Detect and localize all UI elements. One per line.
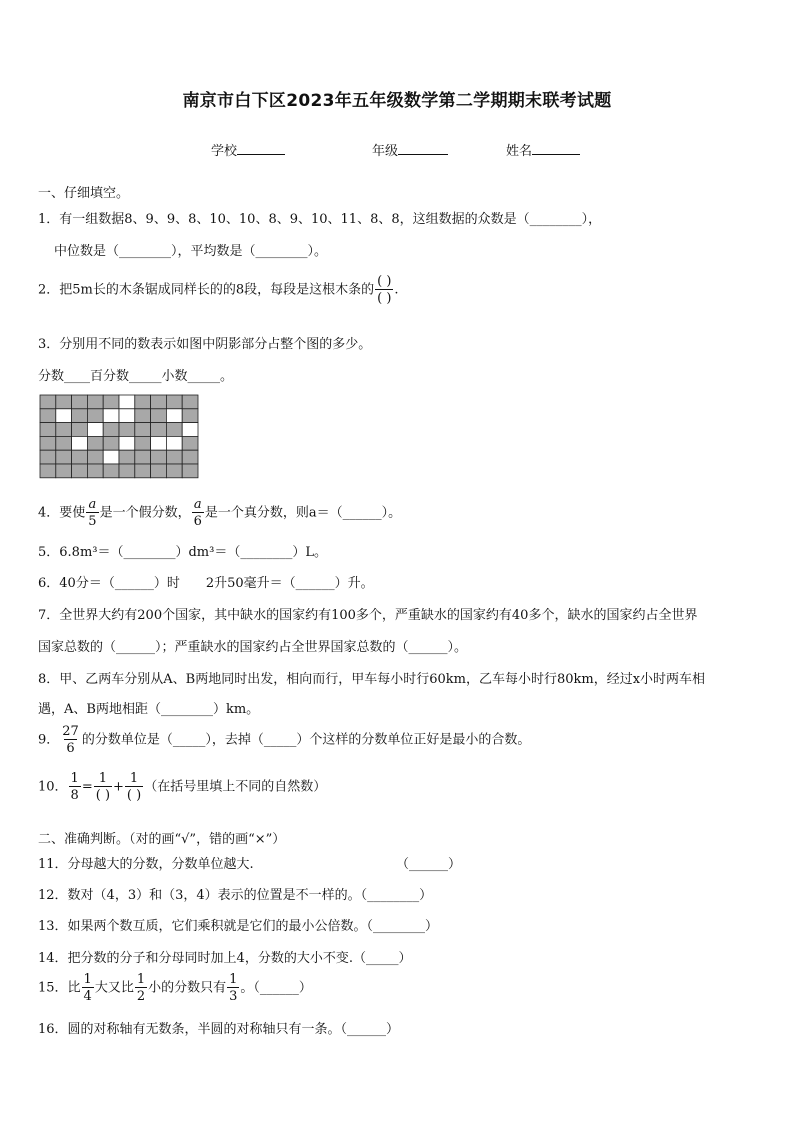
grid-cell [151,423,167,437]
grid-cell [56,423,72,437]
grid-cell [103,464,119,478]
grid-cell [56,409,72,423]
question-4-fraction-1 [86,498,98,528]
fraction-numerator: a [88,497,97,512]
grid-cell [87,409,103,423]
fraction-numerator: 1 [70,771,79,786]
question-10-prefix: 10． [38,779,68,795]
grid-cell [166,464,182,478]
question-6: 6．40分＝（______）时 2升50毫升＝（______）升。 [38,576,374,591]
fraction-numerator: 1 [136,972,146,987]
grid-cell [119,395,135,409]
grid-cell [135,436,151,450]
fraction-numerator: 1 [129,771,139,786]
grid-cell [166,423,182,437]
question-11-text: 11．分母越大的分数，分数单位越大. [38,857,254,872]
question-3-line-2: 分数____百分数_____小数_____。 [38,369,234,384]
school-field [211,140,285,159]
grid-cell [119,436,135,450]
grade-label: 年级 [372,144,399,159]
question-9-prefix: 9． [38,732,60,748]
question-15-prefix: 15．比 [38,980,81,996]
plus-sign: + [113,779,124,795]
fraction-denominator: 6 [66,741,75,756]
question-7-line-2: 国家总数的（______）；严重缺水的国家约占全世界国家总数的（______）。 [38,640,468,655]
grid-cell [103,395,119,409]
grid-cell [166,450,182,464]
question-13: 13．如果两个数互质，它们乘积就是它们的最小公倍数。（________） [38,919,439,934]
question-16: 16．圆的对称轴有无数条，半圆的对称轴只有一条。（______） [38,1022,400,1037]
grid-cell [151,464,167,478]
question-10-term-1 [94,772,112,802]
question-10-note: （在括号里填上不同的自然数） [144,779,327,795]
question-8-line-1: 8．甲、乙两车分别从A、B两地同时出发，相向而行，甲车每小时行60km，乙车每小时行80km，经过x小时两车相 [38,672,706,687]
grid-cell [72,395,88,409]
question-2-end: . [394,282,399,298]
grid-cell [166,395,182,409]
grid-cell [151,409,167,423]
question-9 [38,725,530,755]
page-title: 南京市白下区2023年五年级数学第二学期期末联考试题 [182,91,612,111]
grid-cell [182,464,198,478]
grid-cell [56,450,72,464]
grid-cell [135,423,151,437]
grid-cell [182,436,198,450]
fraction-numerator: ( ) [377,274,392,289]
fraction-numerator: 1 [98,771,108,786]
question-4-fraction-2 [192,498,204,528]
question-10-term-2 [125,772,143,802]
grid-cell [166,436,182,450]
fraction-denominator: 2 [136,989,146,1004]
grid-cell [40,464,56,478]
grade-blank[interactable] [398,142,448,155]
question-9-fraction [60,725,81,755]
section-2-heading: 二、准确判断。（对的画“√”，错的画“×”） [38,832,286,847]
fraction-numerator: 27 [62,724,79,739]
grid-cell [151,450,167,464]
grid-cell [135,409,151,423]
grid-cell [119,464,135,478]
grid-cell [40,436,56,450]
grid-cell [166,409,182,423]
grid-cell [40,395,56,409]
question-4-prefix: 4．要使 [38,505,86,521]
grid-cell [103,436,119,450]
shaded-grid-figure [39,394,199,480]
grid-cell [151,395,167,409]
fraction-denominator: ( ) [126,788,142,803]
grid-cell [151,436,167,450]
grid-cell [135,464,151,478]
question-14: 14．把分数的分子和分母同时加上4，分数的大小不变.（_____） [38,951,412,966]
grid-cell [87,464,103,478]
grid-cell [87,436,103,450]
grid-cell [72,450,88,464]
question-11-blank: （______） [396,857,462,872]
fraction-denominator: 5 [88,514,97,529]
question-11 [38,853,462,872]
fraction-denominator: ( ) [377,291,392,306]
grid-cell [87,395,103,409]
question-15-mid-1: 大又比 [94,980,134,996]
grid-cell [72,436,88,450]
grid-cell [40,409,56,423]
fraction-denominator: 8 [70,788,79,803]
name-field [506,140,580,159]
fraction-numerator: 1 [83,972,92,987]
grid-cell [72,409,88,423]
question-9-text: 的分数单位是（_____），去掉（_____）个这样的分数单位正好是最小的合数。 [81,732,531,748]
grid-cell [182,450,198,464]
grid-cell [72,464,88,478]
question-2-fraction [375,275,393,305]
grid-cell [87,423,103,437]
question-15 [38,973,312,1003]
question-12: 12．数对（4，3）和（3，4）表示的位置是不一样的。（________） [38,888,433,903]
question-2-text: 2．把5m长的木条锯成同样长的的8段，每段是这根木条的 [38,282,375,298]
grid-cell [182,409,198,423]
equals-sign: = [81,779,93,795]
grid-cell [56,464,72,478]
grid-cell [56,436,72,450]
question-2 [38,275,399,305]
fraction-denominator: ( ) [95,788,111,803]
question-15-fraction-a [82,973,94,1003]
fraction-numerator: a [193,497,202,512]
name-label: 姓名 [506,144,533,159]
grid-cell [103,423,119,437]
grid-cell [40,423,56,437]
question-4 [38,498,401,528]
question-15-fraction-c [227,973,239,1003]
question-10 [38,772,326,802]
grid-cell [135,395,151,409]
fraction-denominator: 3 [229,989,238,1004]
fraction-numerator: 1 [229,972,238,987]
grade-field [372,140,448,159]
question-15-fraction-b [135,973,147,1003]
question-5: 5．6.8m³＝（________）dm³＝（________）L。 [38,545,327,560]
question-1-line-2: 中位数是（________），平均数是（________）。 [54,244,328,259]
school-blank[interactable] [237,142,285,155]
fraction-denominator: 6 [193,514,202,529]
question-3-line-1: 3．分别用不同的数表示如图中阴影部分占整个图的多少。 [38,337,372,352]
fraction-denominator: 4 [83,989,92,1004]
section-1-heading: 一、仔细填空。 [38,186,130,201]
question-4-suffix: 是一个真分数，则a＝（______）。 [204,505,402,521]
grid-cell [119,450,135,464]
grid-cell [103,450,119,464]
grid-cell [40,450,56,464]
question-7-line-1: 7．全世界大约有200个国家，其中缺水的国家约有100多个，严重缺水的国家约有40多个，缺水的国家约占全世界 [38,608,698,623]
question-15-suffix: 。（______） [240,980,312,996]
question-4-mid: 是一个假分数， [99,505,191,521]
grid-cell [56,395,72,409]
question-8-line-2: 遇，A、B两地相距（________）km。 [38,702,260,717]
question-15-mid-2: 小的分数只有 [148,980,227,996]
grid-cell [182,423,198,437]
question-10-fraction [69,772,81,802]
school-label: 学校 [211,144,238,159]
grid-cell [87,450,103,464]
grid-cell [119,423,135,437]
grid-cell [119,409,135,423]
grid-cell [182,395,198,409]
grid-cell [72,423,88,437]
name-blank[interactable] [532,142,580,155]
grid-cell [135,450,151,464]
question-1-line-1: 1．有一组数据8、9、9、8、10、10、8、9、10、11、8、8，这组数据的众数是（________）， [38,212,602,227]
grid-cell [103,409,119,423]
